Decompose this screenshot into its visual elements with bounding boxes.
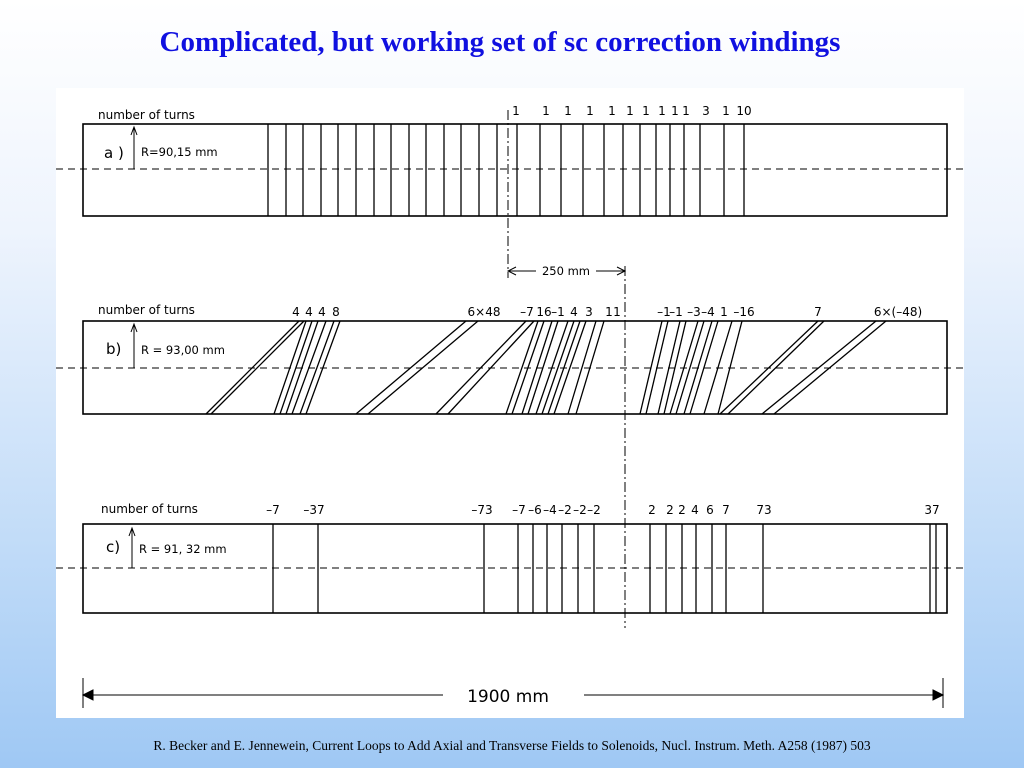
dimension-1900-label: 1900 mm [467,687,549,707]
turn-label: 6 [706,503,714,517]
turn-label: –7 [266,503,280,517]
turn-label: 73 [756,503,772,517]
winding-diagram [56,88,964,718]
turn-label: 4 [305,305,313,319]
turn-label: 4 [292,305,300,319]
panel-b [56,303,964,414]
panel-c-letter: c) [106,538,121,556]
turn-label: 1 [722,104,730,118]
panel-a-turn-labels [512,104,751,118]
turn-label: 1 [658,104,666,118]
panel-a-letter: a ) [104,144,124,162]
turn-label: –7 [512,503,526,517]
turn-label: 1 [564,104,572,118]
turn-label: 1 [626,104,634,118]
turn-label: 6×(–48) [873,305,923,319]
citation: R. Becker and E. Jennewein, Current Loops to Add Axial and Transverse Fields to Solenoids, Nucl. Instrum. Meth. A258 (1987) 503 [153,738,871,753]
turn-label: –2 [558,503,572,517]
turn-label: 7 [722,503,730,517]
dimension-250-label: 250 mm [541,264,591,278]
panel-a-windings [268,124,744,216]
turn-label: 10 [736,104,752,118]
turn-label: 1 [608,104,616,118]
turn-label: 7 [814,305,822,319]
turn-label: –6 [528,503,542,517]
panel-b-header: number of turns [98,303,195,317]
turn-label: 1 [671,104,679,118]
turn-label: –2 [573,503,587,517]
turn-label: 2 [678,503,686,517]
turn-label: 1 [542,104,550,118]
figure-panel [56,88,964,718]
panel-c-header: number of turns [101,502,198,516]
turn-label: 4 [318,305,326,319]
turn-label: –4 [701,305,715,319]
turn-label: –1 [657,305,671,319]
turn-label: 1 [605,305,613,319]
turn-label: –2 [587,503,601,517]
turn-label: 8 [332,305,340,319]
turn-label: 1 [642,104,650,118]
turn-label: –16 [733,305,755,319]
panel-c [56,502,964,613]
turn-label: 1 [613,305,621,319]
turn-label: –4 [543,503,557,517]
dimension-arrow-left-icon [83,690,93,700]
dimension-1900 [83,678,943,708]
dimension-250 [508,262,625,278]
panel-c-radius: R = 91, 32 mm [139,542,227,556]
turn-label: 1 [586,104,594,118]
turn-label: 3 [585,305,593,319]
panel-a-frame [83,124,947,216]
turn-label: –3 [687,305,701,319]
panel-a [56,104,964,216]
turn-label: –73 [471,503,493,517]
panel-c-turn-labels [266,503,939,517]
turn-label: –7 [520,305,534,319]
turn-label: –37 [303,503,325,517]
panel-b-letter: b) [106,340,122,358]
turn-label: –1 [551,305,565,319]
turn-label: 6×48 [467,305,501,319]
slide-title: Complicated, but working set of sc correction windings [159,26,841,58]
turn-label: 1 [720,305,728,319]
panel-a-header: number of turns [98,108,195,122]
panel-b-radius: R = 93,00 mm [141,343,225,357]
turn-label: 3 [702,104,710,118]
dimension-arrow-right-icon [933,690,943,700]
panel-a-radius: R=90,15 mm [141,145,218,159]
turn-label: 1 [682,104,690,118]
turn-label: 4 [691,503,699,517]
turn-label: 4 [570,305,578,319]
turn-label: 2 [648,503,656,517]
panel-b-turn-labels [292,305,922,319]
turn-label: 1 [512,104,520,118]
turn-label: 37 [924,503,940,517]
turn-label: –1 [669,305,683,319]
turn-label: 2 [666,503,674,517]
turn-label: 16 [536,305,552,319]
